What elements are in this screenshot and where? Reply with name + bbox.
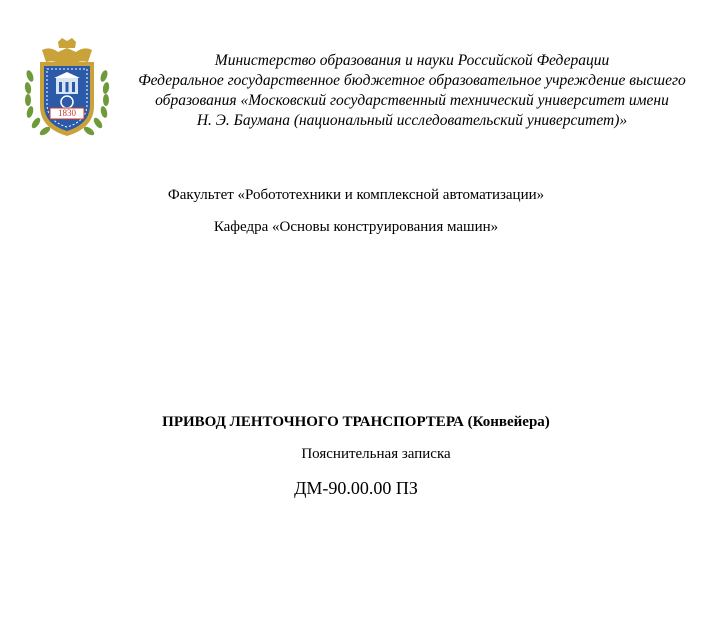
header-line-ministry: Министерство образования и науки Российской Федерации bbox=[214, 52, 610, 69]
ministry-header bbox=[112, 51, 712, 131]
university-emblem-icon bbox=[20, 36, 114, 144]
header-line-university: образования «Московский государственный технический университет имени bbox=[155, 92, 669, 109]
emblem-year: 1830 bbox=[58, 108, 76, 118]
document-title: ПРИВОД ЛЕНТОЧНОГО ТРАНСПОРТЕРА (Конвейера) bbox=[162, 414, 550, 430]
header-line-bauman: Н. Э. Баумана (национальный исследовательский университет)» bbox=[196, 112, 628, 129]
document-code: ДМ-90.00.00 ПЗ bbox=[294, 478, 418, 498]
department-name: Кафедра «Основы конструирования машин» bbox=[213, 219, 499, 235]
faculty-name: Факультет «Робототехники и комплексной автоматизации» bbox=[167, 187, 545, 203]
document-subtitle: Пояснительная записка bbox=[301, 446, 451, 462]
header-line-institution: Федеральное государственное бюджетное образовательное учреждение высшего bbox=[138, 72, 686, 89]
